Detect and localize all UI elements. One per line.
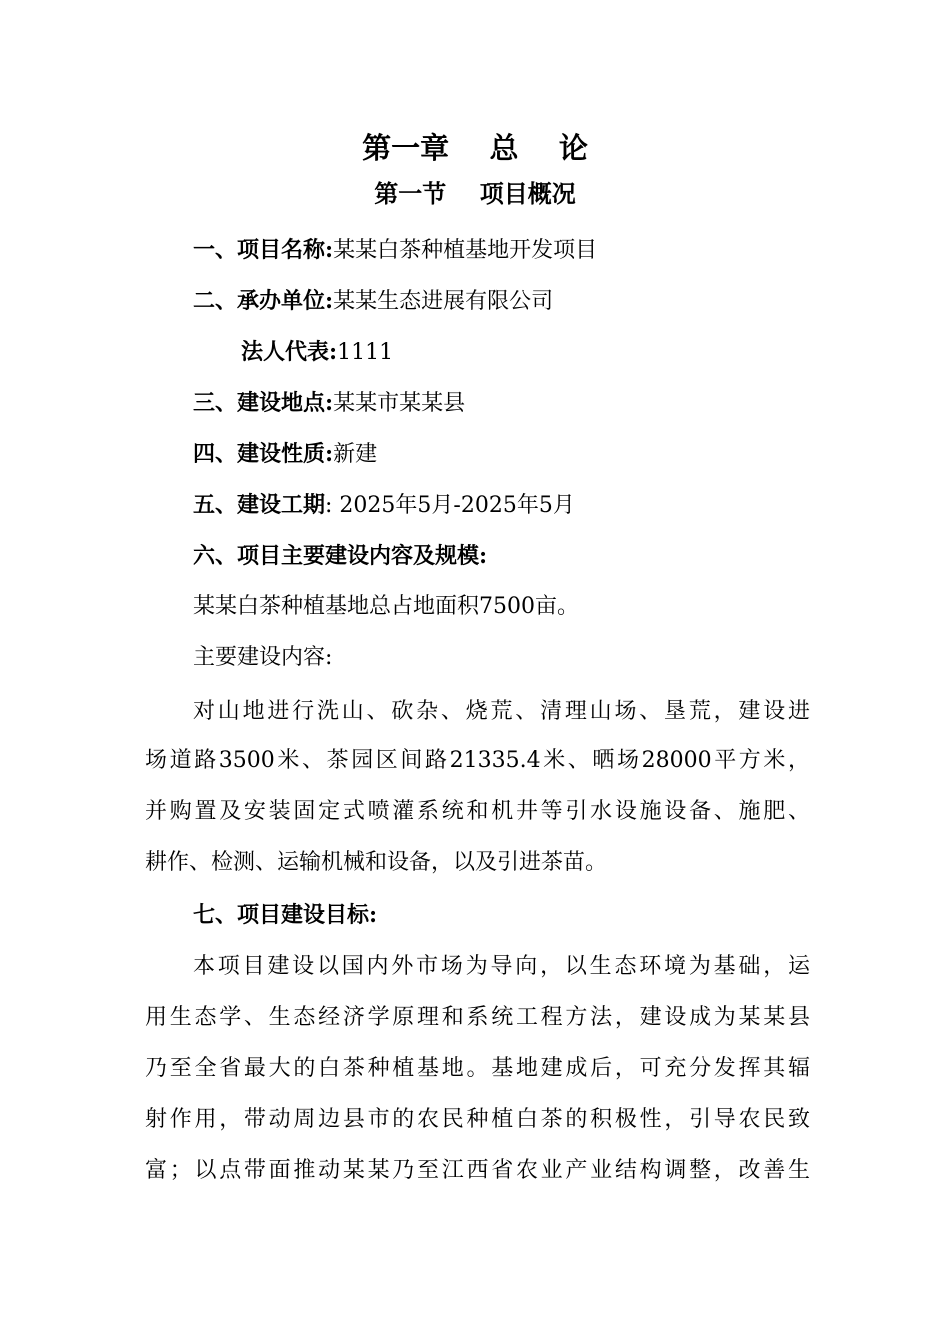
location-value: 某某市某某县 [333, 391, 466, 416]
organizer-value: 某某生态进展有限公司 [333, 289, 554, 314]
project-name-value: 某某白茶种植基地开发项目 [333, 238, 598, 263]
organizer-label: 二、承办单位: [193, 288, 334, 314]
legal-rep-line [241, 334, 906, 371]
location-label: 三、建设地点: [193, 390, 334, 416]
period-label: 五、建设工期 [193, 492, 326, 518]
project-name-label: 一、项目名称: [193, 237, 334, 263]
nature-value: 新建 [333, 442, 378, 467]
goal-heading: 七、项目建设目标: [193, 902, 378, 928]
chapter-title: 第一章 总 论 [362, 131, 588, 165]
goal-line-4: 射作用，带动周边县市的农民种植白茶的积极性，引导农民致 [145, 1107, 810, 1132]
content-line-3: 并购置及安装固定式喷灌系统和机井等引水设施设备、施肥、 [145, 799, 810, 824]
content-line-4: 耕作、检测、运输机械和设备，以及引进茶苗。 [145, 850, 608, 875]
legal-rep-value: 1111 [337, 340, 394, 365]
goal-line-2: 用生态学、生态经济学原理和系统工程方法，建设成为某某县 [145, 1005, 810, 1030]
legal-rep-label: 法人代表: [241, 339, 338, 365]
project-name-line [193, 232, 858, 269]
nature-line [193, 436, 858, 473]
content-line-1: 对山地进行洗山、砍杂、烧荒、清理山场、垦荒，建设进 [193, 699, 810, 724]
content-line-2: 场道路3500米、茶园区间路21335.4米、晒场28000平方米， [145, 748, 810, 773]
scale-text: 某某白茶种植基地总占地面积7500亩。 [193, 594, 579, 619]
nature-label: 四、建设性质: [193, 441, 334, 467]
period-line [193, 487, 858, 524]
organizer-line [193, 283, 858, 320]
section-title: 第一节 项目概况 [374, 179, 576, 208]
goal-line-1: 本项目建设以国内外市场为导向，以生态环境为基础，运 [193, 954, 810, 979]
goal-line-3: 乃至全省最大的白茶种植基地。基地建成后，可充分发挥其辐 [145, 1056, 810, 1081]
goal-line-5: 富；以点带面推动某某乃至江西省农业产业结构调整，改善生 [145, 1158, 810, 1183]
content-heading: 主要建设内容: [193, 645, 333, 670]
period-value: : 2025年5月-2025年5月 [325, 493, 575, 518]
location-line [193, 385, 858, 422]
scale-heading: 六、项目主要建设内容及规模: [193, 543, 488, 569]
